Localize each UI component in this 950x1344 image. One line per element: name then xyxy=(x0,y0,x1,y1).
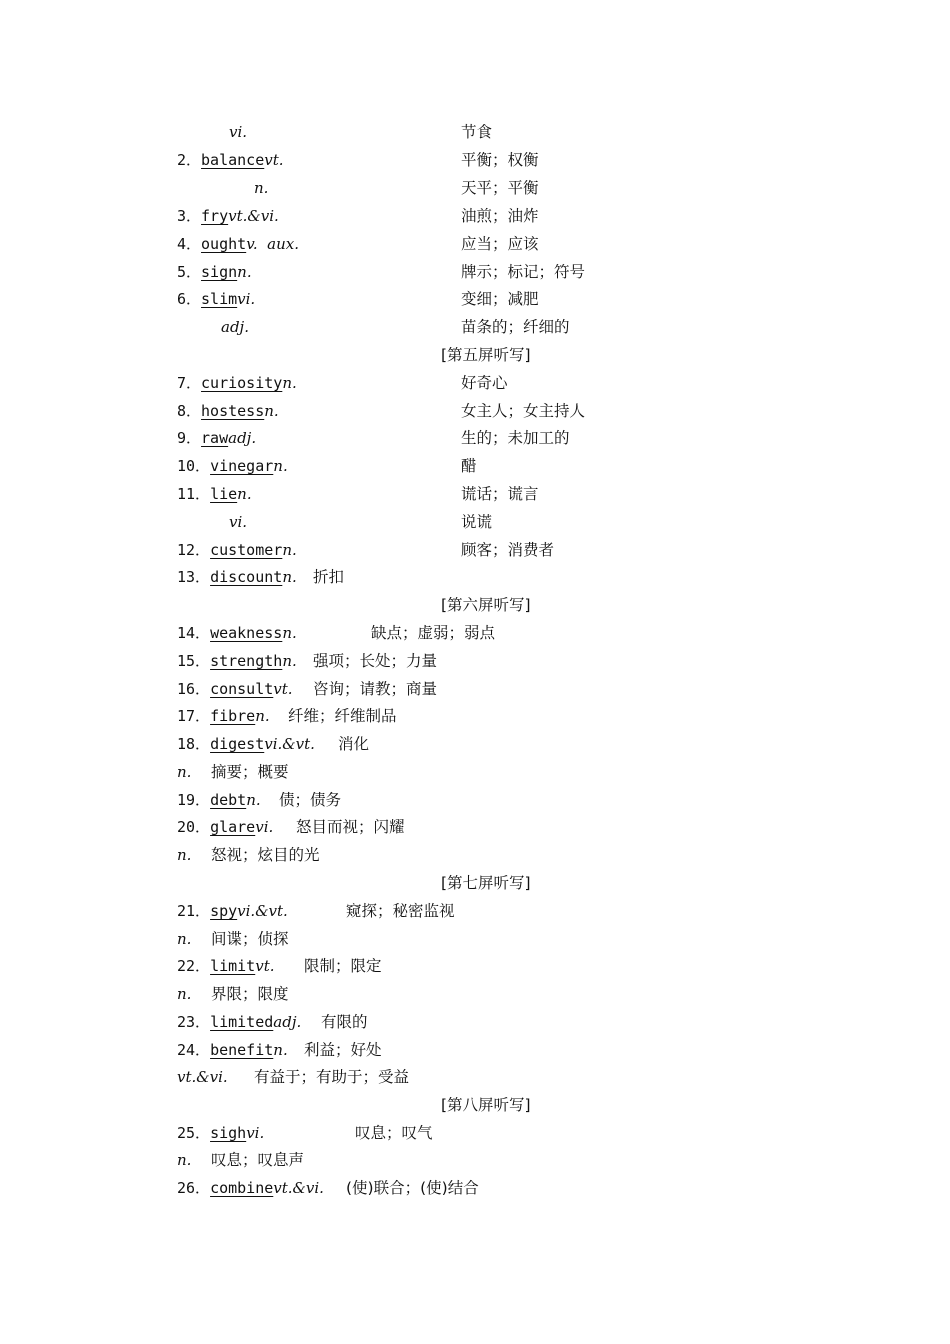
entry-word: curiosity xyxy=(201,374,283,392)
entry-word: balance xyxy=(201,151,265,169)
chinese-meaning: 女主人；女主持人 xyxy=(461,402,586,420)
chinese-meaning: 牌示；标记；符号 xyxy=(461,263,586,281)
entry-term xyxy=(177,1123,264,1143)
chinese-meaning: 叹息；叹气 xyxy=(355,1124,433,1142)
entry-number: 10． xyxy=(177,457,211,475)
chinese-meaning: 顾客；消费者 xyxy=(461,541,555,559)
entry-number: 21． xyxy=(177,902,211,920)
entry-term xyxy=(177,1040,288,1060)
chinese-meaning: (使)联合；(使)结合 xyxy=(346,1179,479,1197)
part-of-speech: n. xyxy=(282,652,297,670)
chinese-meaning: 应当；应该 xyxy=(461,235,539,253)
part-of-speech: adj. xyxy=(228,429,257,447)
part-of-speech: vi. xyxy=(246,1124,265,1142)
part-of-speech: vt.&vi. xyxy=(228,207,279,225)
section-header: [第八屏听写] xyxy=(441,1096,531,1114)
part-of-speech: n. xyxy=(177,763,192,781)
entry-word: combine xyxy=(210,1179,274,1197)
part-of-speech: vi.&vt. xyxy=(237,902,288,920)
entry-term xyxy=(177,373,297,393)
chinese-meaning: 强项；长处；力量 xyxy=(313,652,438,670)
entry-number: 23． xyxy=(177,1013,211,1031)
entry-term xyxy=(177,428,256,448)
entry-word: digest xyxy=(210,735,265,753)
entry-term xyxy=(177,234,299,254)
part-of-speech: v. aux. xyxy=(246,235,300,253)
part-of-speech: n. xyxy=(282,624,297,642)
entry-number: 9． xyxy=(177,429,202,447)
chinese-meaning: 摘要；概要 xyxy=(211,763,289,781)
entry-number: 5． xyxy=(177,263,202,281)
entry-word: hostess xyxy=(201,402,265,420)
chinese-meaning: 有益于；有助于；受益 xyxy=(254,1068,410,1086)
chinese-meaning: 窥探；秘密监视 xyxy=(346,902,455,920)
part-of-speech: n. xyxy=(255,707,270,725)
entry-number: 6． xyxy=(177,290,202,308)
chinese-meaning: 缺点；虚弱；弱点 xyxy=(371,624,496,642)
part-of-speech: n. xyxy=(273,457,288,475)
chinese-meaning: 咨询；请教；商量 xyxy=(313,680,438,698)
part-of-speech: vt. xyxy=(273,680,293,698)
chinese-meaning: 消化 xyxy=(338,735,370,753)
entry-number: 18． xyxy=(177,735,211,753)
entry-number: 12． xyxy=(177,541,211,559)
entry-term xyxy=(177,567,297,587)
entry-term xyxy=(229,122,247,142)
entry-term xyxy=(177,734,315,754)
chinese-meaning: 醋 xyxy=(461,457,477,475)
entry-term xyxy=(177,706,270,726)
chinese-meaning: 生的；未加工的 xyxy=(461,429,570,447)
entry-term xyxy=(177,262,252,282)
part-of-speech: vt.&vi. xyxy=(273,1179,324,1197)
entry-number: 19． xyxy=(177,791,211,809)
chinese-meaning: 平衡；权衡 xyxy=(461,151,539,169)
chinese-meaning: 好奇心 xyxy=(461,374,508,392)
part-of-speech: n. xyxy=(282,568,297,586)
chinese-meaning: 变细；减肥 xyxy=(461,290,539,308)
entry-word: debt xyxy=(210,791,247,809)
chinese-meaning: 怒视；炫目的光 xyxy=(211,846,320,864)
chinese-meaning: 节食 xyxy=(461,123,493,141)
entry-term xyxy=(177,484,252,504)
entry-number: 13． xyxy=(177,568,211,586)
entry-term xyxy=(229,512,247,532)
entry-word: glare xyxy=(210,818,256,836)
entry-word: sigh xyxy=(210,1124,247,1142)
part-of-speech: n. xyxy=(237,263,252,281)
entry-word: fry xyxy=(201,207,229,225)
entry-word: strength xyxy=(210,652,283,670)
part-of-speech: n. xyxy=(177,930,192,948)
part-of-speech: vi. xyxy=(255,818,274,836)
entry-word: discount xyxy=(210,568,283,586)
entry-term xyxy=(177,150,284,170)
part-of-speech: n. xyxy=(177,1151,192,1169)
part-of-speech: n. xyxy=(282,374,297,392)
entry-number: 15． xyxy=(177,652,211,670)
entry-number: 17． xyxy=(177,707,211,725)
entry-word: sign xyxy=(201,263,238,281)
chinese-meaning: 油煎；油炸 xyxy=(461,207,539,225)
entry-term xyxy=(177,790,261,810)
chinese-meaning: 债；债务 xyxy=(279,791,342,809)
part-of-speech: n. xyxy=(246,791,261,809)
part-of-speech: vi.&vt. xyxy=(264,735,315,753)
entry-term xyxy=(177,401,279,421)
chinese-meaning: 间谍；侦探 xyxy=(211,930,289,948)
chinese-meaning: 界限；限度 xyxy=(211,985,289,1003)
part-of-speech: n. xyxy=(177,985,192,1003)
chinese-meaning: 怒目而视；闪耀 xyxy=(296,818,405,836)
chinese-meaning: 叹息；叹息声 xyxy=(211,1151,305,1169)
entry-number: 24． xyxy=(177,1041,211,1059)
chinese-meaning: 有限的 xyxy=(321,1013,368,1031)
entry-word: customer xyxy=(210,541,283,559)
entry-term xyxy=(177,1067,228,1087)
entry-word: vinegar xyxy=(210,457,274,475)
entry-term xyxy=(177,1150,191,1170)
entry-term xyxy=(177,901,288,921)
chinese-meaning: 纤维；纤维制品 xyxy=(288,707,397,725)
entry-term xyxy=(177,456,288,476)
part-of-speech: n. xyxy=(237,485,252,503)
entry-term xyxy=(177,623,297,643)
entry-word: fibre xyxy=(210,707,256,725)
entry-term xyxy=(177,956,275,976)
part-of-speech: n. xyxy=(254,179,269,197)
entry-number: 20． xyxy=(177,818,211,836)
entry-term xyxy=(177,540,297,560)
entry-number: 26． xyxy=(177,1179,211,1197)
entry-number: 3． xyxy=(177,207,202,225)
section-header: [第五屏听写] xyxy=(441,346,531,364)
entry-number: 25． xyxy=(177,1124,211,1142)
part-of-speech: n. xyxy=(177,846,192,864)
part-of-speech: vt. xyxy=(255,957,275,975)
entry-number: 16． xyxy=(177,680,211,698)
part-of-speech: n. xyxy=(282,541,297,559)
entry-term xyxy=(254,178,268,198)
chinese-meaning: 苗条的；纤细的 xyxy=(461,318,570,336)
entry-word: weakness xyxy=(210,624,283,642)
entry-term xyxy=(177,817,273,837)
entry-number: 11． xyxy=(177,485,211,503)
section-header: [第七屏听写] xyxy=(441,874,531,892)
entry-number: 2． xyxy=(177,151,202,169)
chinese-meaning: 天平；平衡 xyxy=(461,179,539,197)
entry-term xyxy=(177,679,293,699)
chinese-meaning: 说谎 xyxy=(461,513,493,531)
part-of-speech: vt.&vi. xyxy=(177,1068,228,1086)
entry-word: limit xyxy=(210,957,256,975)
entry-term xyxy=(177,289,255,309)
entry-term xyxy=(177,762,191,782)
entry-term xyxy=(177,984,191,1004)
chinese-meaning: 折扣 xyxy=(313,568,345,586)
entry-term xyxy=(177,206,279,226)
entry-word: spy xyxy=(210,902,238,920)
entry-word: lie xyxy=(210,485,238,503)
part-of-speech: adj. xyxy=(221,318,249,336)
entry-number: 14． xyxy=(177,624,211,642)
part-of-speech: vi. xyxy=(229,513,248,531)
chinese-meaning: 利益；好处 xyxy=(304,1041,382,1059)
section-header: [第六屏听写] xyxy=(441,596,531,614)
entry-term xyxy=(221,317,249,337)
entry-number: 22． xyxy=(177,957,211,975)
entry-word: benefit xyxy=(210,1041,274,1059)
entry-number: 7． xyxy=(177,374,202,392)
chinese-meaning: 限制；限定 xyxy=(304,957,382,975)
entry-word: raw xyxy=(201,429,229,447)
entry-term xyxy=(177,1178,324,1198)
entry-word: consult xyxy=(210,680,274,698)
entry-number: 4． xyxy=(177,235,202,253)
entry-term xyxy=(177,651,297,671)
entry-term xyxy=(177,845,191,865)
entry-word: slim xyxy=(201,290,238,308)
entry-word: limited xyxy=(210,1013,274,1031)
entry-number: 8． xyxy=(177,402,202,420)
part-of-speech: vi. xyxy=(229,123,248,141)
part-of-speech: n. xyxy=(264,402,279,420)
part-of-speech: vt. xyxy=(264,151,284,169)
part-of-speech: vi. xyxy=(237,290,256,308)
part-of-speech: n. xyxy=(273,1041,288,1059)
part-of-speech: adj. xyxy=(273,1013,302,1031)
entry-term xyxy=(177,1012,301,1032)
entry-word: ought xyxy=(201,235,247,253)
chinese-meaning: 谎话；谎言 xyxy=(461,485,539,503)
entry-term xyxy=(177,929,191,949)
